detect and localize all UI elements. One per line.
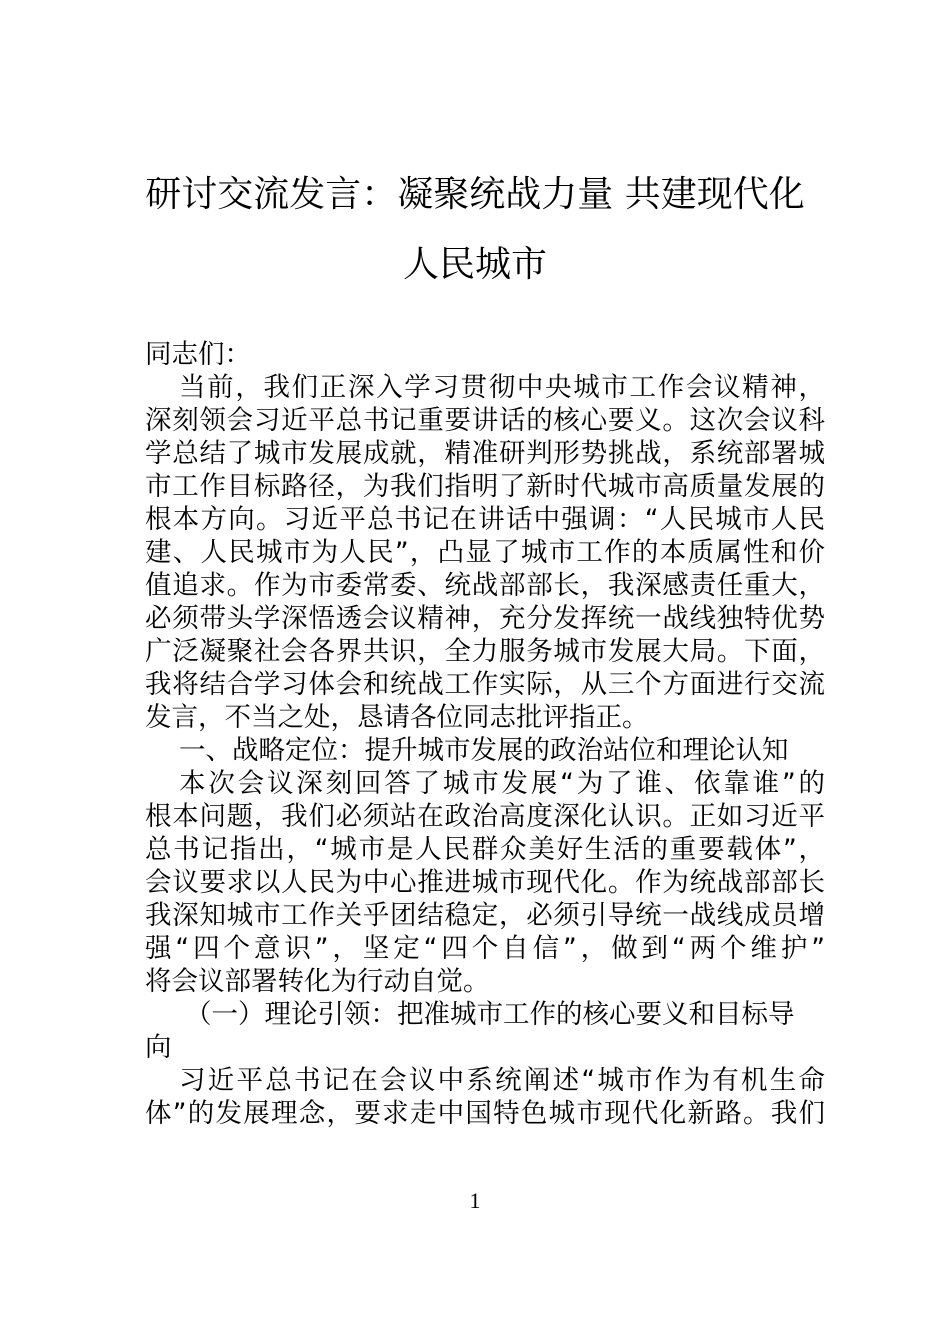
paragraph-line: 我深知城市工作关乎团结稳定，必须引导统一战线成员增 <box>145 900 825 931</box>
paragraph-line: 发言，不当之处，恳请各位同志批评指正。 <box>145 702 649 733</box>
paragraph-line: 市工作目标路径，为我们指明了新时代城市高质量发展的 <box>145 471 825 502</box>
page-number: 1 <box>469 1188 481 1213</box>
paragraph-line: 将会议部署转化为行动自觉。 <box>145 966 490 997</box>
paragraph-line: 根本问题，我们必须站在政治高度深化认识。正如习近平 <box>145 801 825 832</box>
salutation: 同志们： <box>145 339 251 370</box>
section-heading: 一、战略定位：提升城市发展的政治站位和理论认知 <box>179 735 789 766</box>
paragraph-line: 建、人民城市为人民”，凸显了城市工作的本质属性和价 <box>145 537 825 568</box>
paragraph-line: 本次会议深刻回答了城市发展“为了谁、依靠谁”的 <box>179 768 825 799</box>
paragraph-line: 强“四个意识”，坚定“四个自信”，做到“两个维护” <box>145 933 825 964</box>
paragraph-line: 值追求。作为市委常委、统战部部长，我深感责任重大， <box>145 570 825 601</box>
paragraph-line: 会议要求以人民为中心推进城市现代化。作为统战部部长 <box>145 867 825 898</box>
document-body <box>145 338 825 1130</box>
paragraph-line: 学总结了城市发展成就，精准研判形势挑战，系统部署城 <box>145 438 825 469</box>
paragraph-line: 我将结合学习体会和统战工作实际，从三个方面进行交流 <box>145 669 825 700</box>
paragraph-line: 当前，我们正深入学习贯彻中央城市工作会议精神， <box>179 372 825 403</box>
title-line-1: 研讨交流发言：凝聚统战力量 共建现代化 <box>145 174 805 215</box>
subsection-heading-continued: 向 <box>145 1032 172 1063</box>
paragraph-line: 根本方向。习近平总书记在讲话中强调：“人民城市人民 <box>145 504 825 535</box>
subsection-heading: （一）理论引领：把准城市工作的核心要义和目标导 <box>185 999 795 1030</box>
paragraph-line: 体”的发展理念，要求走中国特色城市现代化新路。我们 <box>145 1098 825 1129</box>
paragraph-line: 广泛凝聚社会各界共识，全力服务城市发展大局。下面， <box>145 636 825 667</box>
title-line-2: 人民城市 <box>402 244 547 285</box>
paragraph-line: 习近平总书记在会议中系统阐述“城市作为有机生命 <box>179 1065 825 1096</box>
paragraph-line: 总书记指出，“城市是人民群众美好生活的重要载体”， <box>145 834 825 865</box>
paragraph-line: 必须带头学深悟透会议精神，充分发挥统一战线独特优势 <box>145 603 825 634</box>
paragraph-line: 深刻领会习近平总书记重要讲话的核心要义。这次会议科 <box>145 405 825 436</box>
